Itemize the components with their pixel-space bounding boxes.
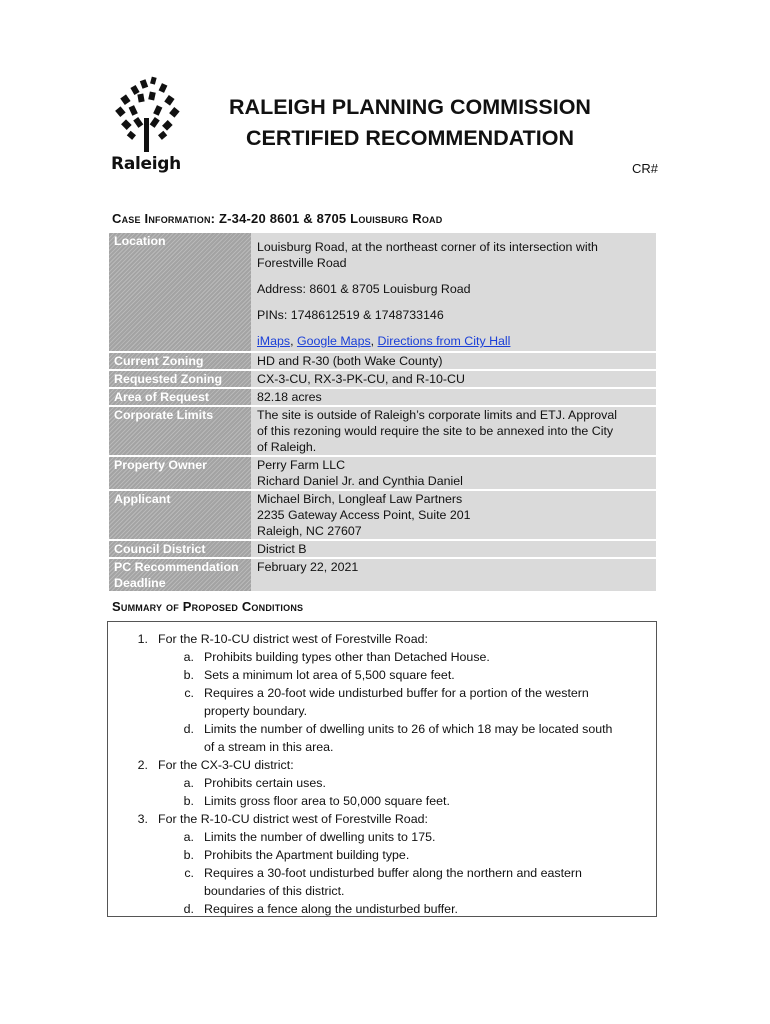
table-row-area-of-request [109, 387, 656, 405]
table-row-property-owner [109, 455, 656, 489]
logo-wordmark: Raleigh [111, 154, 181, 174]
row-value [251, 541, 656, 557]
imaps-link[interactable]: iMaps [257, 334, 291, 348]
list-text: For the R-10-CU district west of Forestville Road: [158, 632, 428, 646]
row-value-line: Perry Farm LLC [257, 458, 346, 472]
page-title-line-1: RALEIGH PLANNING COMMISSION [229, 95, 591, 119]
sub-letter: b. [183, 848, 194, 862]
location-address: Address: 8601 & 8705 Louisburg Road [257, 282, 471, 296]
row-value [251, 491, 656, 539]
list-text: For the CX-3-CU district: [158, 758, 294, 772]
sub-text: boundaries of this district. [204, 884, 345, 898]
sub-text: Limits gross floor area to 50,000 square feet. [204, 794, 450, 808]
row-label: PC Recommendation Deadline [109, 559, 251, 591]
row-value-line: February 22, 2021 [257, 560, 359, 574]
row-label: Property Owner [109, 457, 251, 489]
row-label: Location [109, 233, 251, 351]
page-title-line-2: CERTIFIED RECOMMENDATION [245, 126, 575, 150]
row-value-line: of this rezoning would require the site to be annexed into the City [257, 424, 614, 438]
table-row-requested-zoning [109, 369, 656, 387]
sub-letter: c. [184, 686, 194, 700]
sub-letter: a. [183, 776, 194, 790]
row-value-line: District B [257, 542, 307, 556]
case-information-table [109, 233, 656, 591]
location-pins: PINs: 1748612519 & 1748733146 [257, 308, 444, 322]
row-value [251, 389, 656, 405]
sub-letter: b. [183, 668, 194, 682]
row-value-line: The site is outside of Raleigh’s corporate limits and ETJ. Approval [257, 408, 617, 422]
sub-letter: a. [183, 650, 194, 664]
sub-text: Prohibits certain uses. [204, 776, 326, 790]
sub-text: Limits the number of dwelling units to 175. [204, 830, 436, 844]
table-row-current-zoning [109, 351, 656, 369]
summary-heading: Summary of Proposed Conditions [112, 599, 304, 614]
row-value [251, 407, 656, 455]
row-value [251, 233, 656, 351]
google-maps-link[interactable]: Google Maps [296, 334, 371, 348]
sub-letter: b. [183, 794, 194, 808]
row-label: Area of Request [109, 389, 251, 405]
location-description: Louisburg Road, at the northeast corner of its intersection with Forestville Road [257, 240, 598, 270]
cr-number-label: CR# [631, 161, 658, 176]
row-value [251, 371, 656, 387]
sub-text: Sets a minimum lot area of 5,500 square feet. [204, 668, 455, 682]
row-label: Applicant [109, 491, 251, 539]
row-value-line: Richard Daniel Jr. and Cynthia Daniel [257, 474, 463, 488]
row-label: Current Zoning [109, 353, 251, 369]
row-value [251, 353, 656, 369]
sub-text: Requires a fence along the undisturbed buffer. [204, 902, 458, 916]
case-information-heading: Case Information: Z-34-20 8601 & 8705 Louisburg Road [112, 211, 443, 226]
row-value-line: CX-3-CU, RX-3-PK-CU, and R-10-CU [257, 372, 465, 386]
table-row-applicant [109, 489, 656, 539]
row-label: Council District [109, 541, 251, 557]
sub-text: of a stream in this area. [204, 740, 334, 754]
row-value-line: Michael Birch, Longleaf Law Partners [257, 492, 463, 506]
row-value-line: HD and R-30 (both Wake County) [257, 354, 443, 368]
location-links: iMaps, Google Maps, Directions from City Hall [257, 334, 511, 348]
row-value-line: 2235 Gateway Access Point, Suite 201 [257, 508, 471, 522]
table-row-pc-deadline [109, 557, 656, 591]
list-number: 1. [137, 632, 148, 646]
list-number: 2. [137, 758, 148, 772]
list-text: For the R-10-CU district west of Forestville Road: [158, 812, 428, 826]
sub-text: Limits the number of dwelling units to 26 of which 18 may be located south [204, 722, 613, 736]
table-row-corporate-limits [109, 405, 656, 455]
sub-letter: d. [183, 722, 194, 736]
raleigh-logo [108, 74, 184, 184]
table-row-location [109, 233, 656, 351]
row-label: Requested Zoning [109, 371, 251, 387]
row-value [251, 457, 656, 489]
row-value-line: Raleigh, NC 27607 [257, 524, 362, 538]
summary-conditions-box [107, 621, 657, 917]
sub-text: property boundary. [204, 704, 308, 718]
sub-text: Requires a 30-foot undisturbed buffer along the northern and eastern [204, 866, 582, 880]
sub-letter: d. [183, 902, 194, 916]
sub-text: Requires a 20-foot wide undisturbed buffer for a portion of the western [204, 686, 589, 700]
sub-text: Prohibits the Apartment building type. [204, 848, 410, 862]
row-label: Corporate Limits [109, 407, 251, 455]
sub-letter: c. [184, 866, 194, 880]
sub-text: Prohibits building types other than Detached House. [204, 650, 490, 664]
tree-icon [108, 74, 184, 154]
row-value-line: of Raleigh. [257, 440, 317, 454]
directions-link[interactable]: Directions from City Hall [377, 334, 511, 348]
list-number: 3. [137, 812, 148, 826]
row-value [251, 559, 656, 591]
row-value-line: 82.18 acres [257, 390, 322, 404]
table-row-council-district [109, 539, 656, 557]
sub-letter: a. [183, 830, 194, 844]
